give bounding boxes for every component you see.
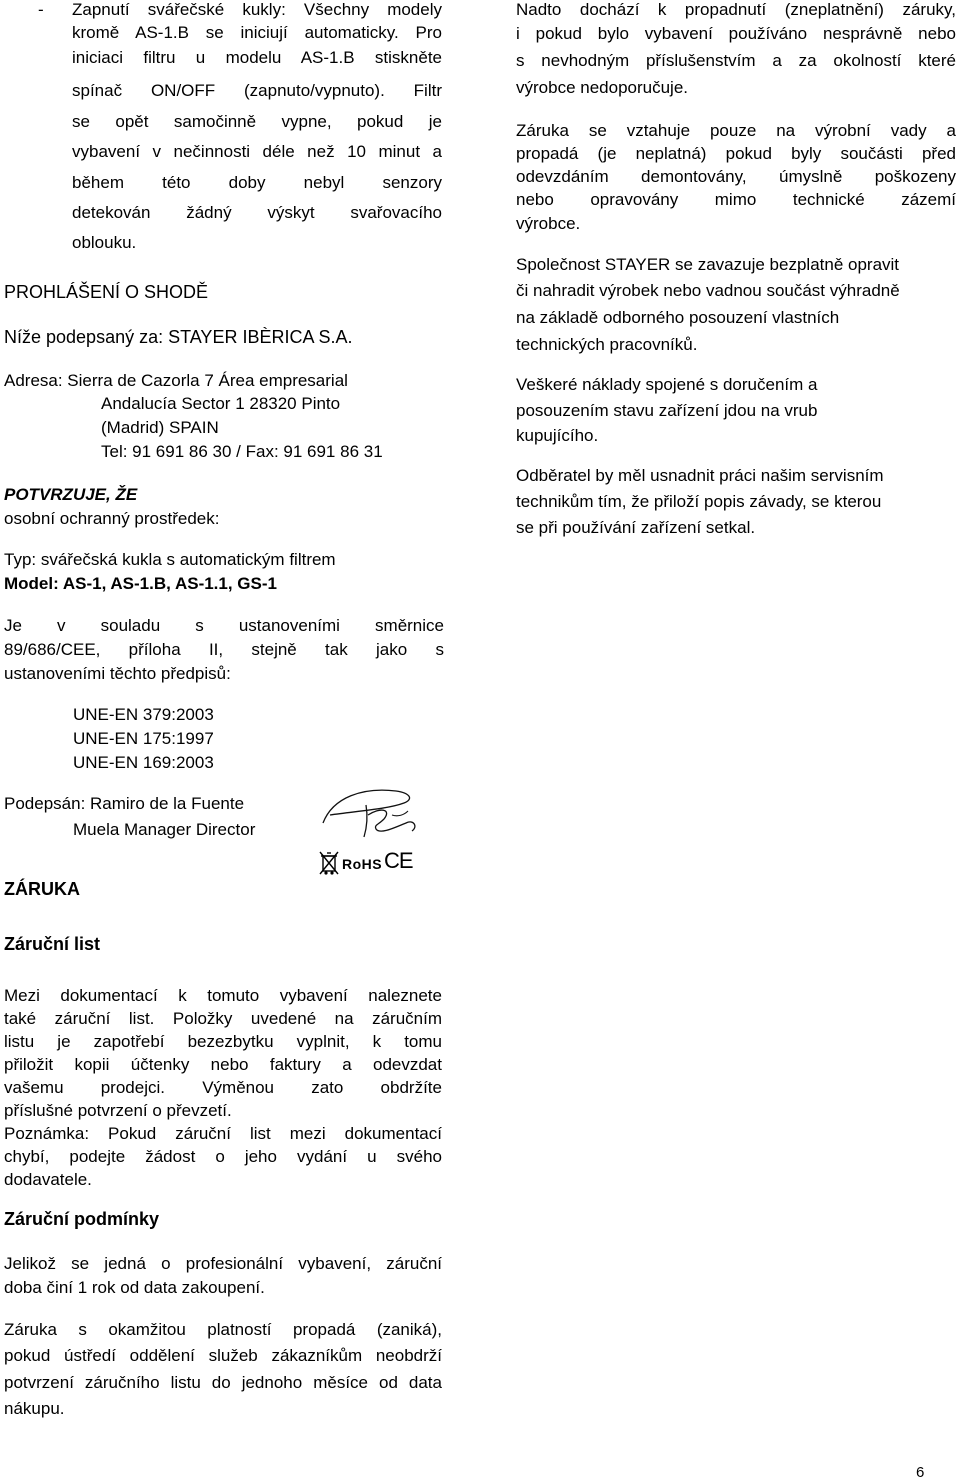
expiry-line: Záruka s okamžitou platností propadá (zaniká), bbox=[4, 1320, 442, 1339]
warranty-card-line: Poznámka: Pokud záruční list mezi dokumentací bbox=[4, 1124, 442, 1143]
signature bbox=[318, 785, 428, 845]
warranty-card-line: příslušné potvrzení o převzetí. bbox=[4, 1101, 232, 1120]
conformity-line: Je v souladu s ustanoveními směrnice bbox=[4, 616, 444, 635]
declaration-heading: PROHLÁŠENÍ O SHODĚ bbox=[4, 282, 209, 302]
right-p1-line: i pokud bylo vybavení používáno nesprávně nebo bbox=[516, 24, 956, 43]
conditions-heading: Záruční podmínky bbox=[4, 1209, 160, 1229]
standard-item: UNE-EN 169:2003 bbox=[73, 753, 214, 772]
conformity-line: 89/686/CEE, příloha II, stejně tak jako s bbox=[4, 640, 444, 659]
warranty-heading: ZÁRUKA bbox=[4, 879, 80, 899]
right-p2-line: Záruka se vztahuje pouze na výrobní vady a bbox=[516, 121, 956, 140]
signed-by-line: Podepsán: Ramiro de la Fuente bbox=[4, 794, 245, 813]
right-p2-line: odevzdáním demontovány, úmyslně poškozeny bbox=[516, 167, 956, 186]
signed-by-line: Muela Manager Director bbox=[73, 820, 256, 839]
bullet-line: se opět samočinně vypne, pokud je bbox=[72, 112, 442, 131]
page-number: 6 bbox=[916, 1464, 925, 1481]
expiry-line: potvrzení záručního listu do jednoho měsíce od data bbox=[4, 1373, 442, 1392]
address-line: Tel: 91 691 86 30 / Fax: 91 691 86 31 bbox=[101, 442, 383, 461]
warranty-card-line: také záruční list. Položky uvedené na záručním bbox=[4, 1009, 442, 1028]
conditions-line: Jelikož se jedná o profesionální vybavení, záruční bbox=[4, 1254, 442, 1273]
warranty-card-heading: Záruční list bbox=[4, 934, 101, 954]
bullet-dash: - bbox=[38, 0, 44, 19]
bullet-line: vybavení v nečinnosti déle než 10 minut a bbox=[72, 142, 442, 161]
right-p2-line: výrobce. bbox=[516, 214, 581, 233]
undersigned-line: Níže podepsaný za: STAYER IBÈRICA S.A. bbox=[4, 327, 353, 347]
warranty-card-line: chybí, podejte žádost o jeho vydání u svého bbox=[4, 1147, 442, 1166]
right-p1-line: Nadto dochází k propadnutí (zneplatnění) záruky, bbox=[516, 0, 956, 19]
right-p1-line: výrobce nedoporučuje. bbox=[516, 78, 689, 97]
right-p3-line: technických pracovníků. bbox=[516, 335, 698, 354]
standard-item: UNE-EN 175:1997 bbox=[73, 729, 214, 748]
model-line: Model: AS-1, AS-1.B, AS-1.1, GS-1 bbox=[4, 574, 277, 593]
rohs-mark: RoHS bbox=[342, 856, 383, 872]
bullet-line: detekován žádný výskyt svařovacího bbox=[72, 203, 442, 222]
bullet-line: oblouku. bbox=[72, 233, 137, 252]
right-p1-line: s nevhodným příslušenstvím a za okolností které bbox=[516, 51, 956, 70]
right-p5-line: Odběratel by měl usnadnit práci našim servisním bbox=[516, 466, 884, 485]
address-line: (Madrid) SPAIN bbox=[101, 418, 219, 437]
right-p3-line: či nahradit výrobek nebo vadnou součást výhradně bbox=[516, 281, 900, 300]
right-p5-line: technikům tím, že přiloží popis závady, se kterou bbox=[516, 492, 882, 511]
right-p2-line: propadá (je neplatná) pokud byly součásti před bbox=[516, 144, 956, 163]
right-p4-line: kupujícího. bbox=[516, 426, 599, 445]
expiry-line: pokud ústředí oddělení služeb zákazníkům neobdrží bbox=[4, 1346, 442, 1365]
warranty-card-line: listu je zapotřebí bezezbytku vyplnit, k tomu bbox=[4, 1032, 442, 1051]
weee-bin-icon bbox=[318, 850, 340, 876]
confirms-heading: POTVRZUJE, ŽE bbox=[4, 485, 138, 504]
bullet-line: kromě AS-1.B se iniciují automaticky. Pro bbox=[72, 23, 442, 42]
ce-mark: CE bbox=[384, 848, 413, 873]
right-p4-line: posouzením stavu zařízení jdou na vrub bbox=[516, 401, 818, 420]
type-line: Typ: svářečská kukla s automatickým filtrem bbox=[4, 550, 336, 569]
right-p2-line: nebo opravovány mimo technické zázemí bbox=[516, 190, 956, 209]
address-line: Adresa: Sierra de Cazorla 7 Área empresarial bbox=[4, 371, 348, 390]
address-line: Andalucía Sector 1 28320 Pinto bbox=[101, 394, 341, 413]
warranty-card-line: vašemu prodejci. Výměnou zato obdržíte bbox=[4, 1078, 442, 1097]
standard-item: UNE-EN 379:2003 bbox=[73, 705, 214, 724]
bullet-line: Zapnutí svářečské kukly: Všechny modely bbox=[72, 0, 442, 19]
expiry-line: nákupu. bbox=[4, 1399, 65, 1418]
bullet-line: iniciaci filtru u modelu AS-1.B stiskněte bbox=[72, 48, 442, 67]
right-p3-line: na základě odborného posouzení vlastních bbox=[516, 308, 840, 327]
bullet-line: během této doby nebyl senzory bbox=[72, 173, 442, 192]
warranty-card-line: dodavatele. bbox=[4, 1170, 92, 1189]
conditions-line: doba činí 1 rok od data zakoupení. bbox=[4, 1278, 265, 1297]
bullet-line: spínač ON/OFF (zapnuto/vypnuto). Filtr bbox=[72, 81, 442, 100]
ppe-label: osobní ochranný prostředek: bbox=[4, 509, 220, 528]
right-p3-line: Společnost STAYER se zavazuje bezplatně opravit bbox=[516, 255, 900, 274]
right-p4-line: Veškeré náklady spojené s doručením a bbox=[516, 375, 818, 394]
conformity-line: ustanoveními těchto předpisů: bbox=[4, 664, 231, 683]
warranty-card-line: Mezi dokumentací k tomuto vybavení naleznete bbox=[4, 986, 442, 1005]
right-p5-line: se při používání zařízení setkal. bbox=[516, 518, 756, 537]
warranty-card-line: přiložit kopii účtenky nebo faktury a odevzdat bbox=[4, 1055, 442, 1074]
